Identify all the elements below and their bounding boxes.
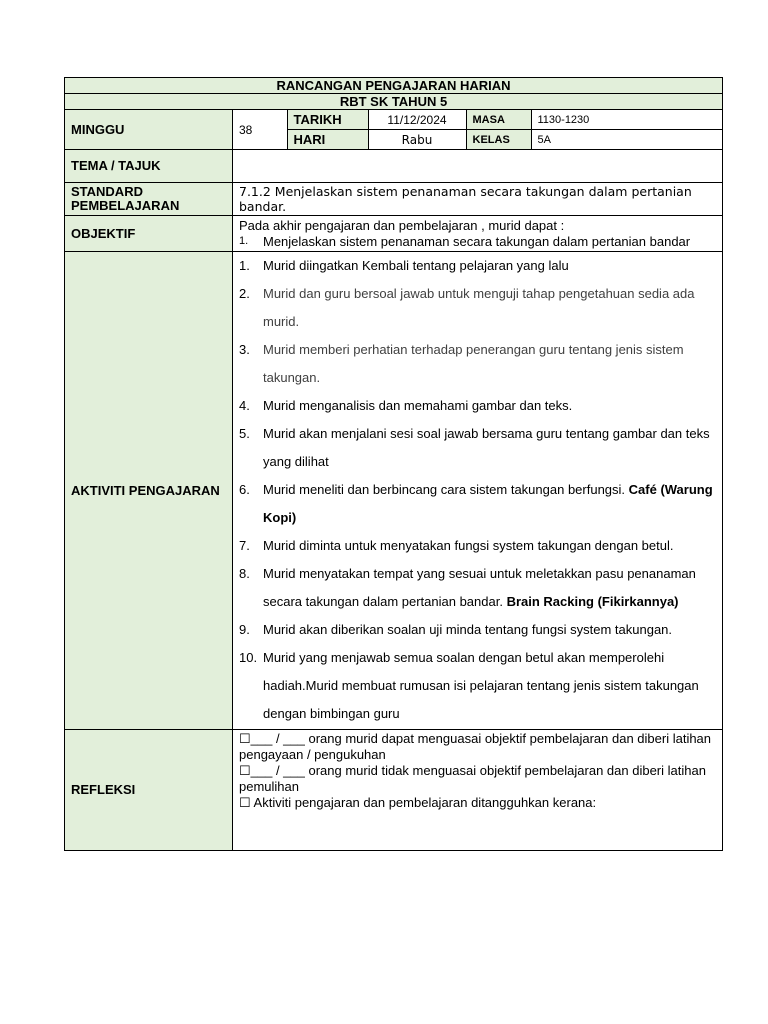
objektif-item bbox=[239, 233, 716, 250]
aktiviti-item-body: Murid memberi perhatian terhadap penerangan guru tentang jenis sistem takungan. bbox=[263, 342, 684, 385]
info-grid bbox=[233, 110, 722, 149]
objektif-label: OBJEKTIF bbox=[65, 216, 233, 252]
aktiviti-item-text bbox=[263, 336, 716, 392]
aktiviti-item-text bbox=[263, 476, 716, 532]
objektif-cell bbox=[233, 216, 723, 252]
masa-label: MASA bbox=[466, 110, 531, 130]
aktiviti-item-strategy: Café (Warung Kopi) bbox=[263, 482, 713, 525]
info-cell bbox=[233, 110, 723, 150]
refleksi-line: ☐___ / ___ orang murid dapat menguasai objektif pembelajaran dan diberi latihan pengayaan / pengukuhan bbox=[239, 731, 712, 762]
aktiviti-item-number: 2. bbox=[239, 286, 250, 301]
aktiviti-item bbox=[239, 280, 716, 336]
aktiviti-item bbox=[239, 252, 716, 280]
objektif-item-text: Menjelaskan sistem penanaman secara takungan dalam pertanian bandar bbox=[263, 233, 691, 249]
aktiviti-item-strategy: Brain Racking (Fikirkannya) bbox=[506, 594, 679, 609]
aktiviti-item bbox=[239, 560, 716, 616]
aktiviti-item-body: Murid menyatakan tempat yang sesuai untuk meletakkan pasu penanaman secara takungan dalam pertanian bandar. bbox=[263, 566, 696, 609]
aktiviti-item-number: 4. bbox=[239, 398, 250, 413]
kelas-label: KELAS bbox=[466, 130, 531, 150]
aktiviti-item-body: Murid akan diberikan soalan uji minda tentang fungsi system takungan. bbox=[263, 622, 673, 637]
standard-value: 7.1.2 Menjelaskan sistem penanaman secara takungan dalam pertanian bandar. bbox=[233, 183, 723, 216]
aktiviti-item-number: 5. bbox=[239, 426, 250, 441]
aktiviti-item bbox=[239, 644, 716, 728]
aktiviti-item bbox=[239, 616, 716, 644]
aktiviti-item-number: 9. bbox=[239, 622, 250, 637]
plan-subtitle: RBT SK TAHUN 5 bbox=[65, 94, 723, 110]
aktiviti-label: AKTIVITI PENGAJARAN bbox=[65, 252, 233, 730]
minggu-value: 38 bbox=[233, 110, 287, 149]
aktiviti-item-text bbox=[263, 616, 716, 644]
aktiviti-item-number: 1. bbox=[239, 258, 250, 273]
objektif-item-number: 1. bbox=[239, 234, 249, 247]
tema-label: TEMA / TAJUK bbox=[65, 150, 233, 183]
aktiviti-cell bbox=[233, 252, 723, 730]
aktiviti-list bbox=[239, 252, 716, 728]
aktiviti-item-body: Murid akan menjalani sesi soal jawab bersama guru tentang gambar dan teks yang dilihat bbox=[263, 426, 710, 469]
aktiviti-item-number: 7. bbox=[239, 538, 250, 553]
aktiviti-item-body: Murid diingatkan Kembali tentang pelajaran yang lalu bbox=[263, 258, 569, 273]
tarikh-value: 11/12/2024 bbox=[368, 110, 466, 130]
aktiviti-item-text bbox=[263, 560, 716, 616]
aktiviti-item-number: 10. bbox=[239, 650, 258, 665]
aktiviti-item-number: 6. bbox=[239, 482, 250, 497]
aktiviti-item-number: 3. bbox=[239, 342, 250, 357]
aktiviti-item bbox=[239, 336, 716, 392]
lesson-plan bbox=[64, 77, 722, 851]
minggu-label: MINGGU bbox=[65, 110, 233, 150]
aktiviti-item-text bbox=[263, 392, 716, 420]
refleksi-line: ☐___ / ___ orang murid tidak menguasai objektif pembelajaran dan diberi latihan pemulihan bbox=[239, 763, 706, 794]
refleksi-label: REFLEKSI bbox=[65, 730, 233, 851]
aktiviti-item-text bbox=[263, 644, 716, 728]
kelas-value: 5A bbox=[531, 130, 722, 150]
refleksi-line: ☐ Aktiviti pengajaran dan pembelajaran ditangguhkan kerana: bbox=[239, 795, 597, 810]
tarikh-label: TARIKH bbox=[287, 110, 368, 130]
lesson-plan-table bbox=[64, 77, 723, 851]
aktiviti-item-body: Murid diminta untuk menyatakan fungsi system takungan dengan betul. bbox=[263, 538, 674, 553]
aktiviti-item-body: Murid menganalisis dan memahami gambar dan teks. bbox=[263, 398, 573, 413]
refleksi-cell bbox=[233, 730, 723, 851]
objektif-intro: Pada akhir pengajaran dan pembelajaran , murid dapat : bbox=[239, 217, 565, 233]
masa-value: 1130-1230 bbox=[531, 110, 722, 130]
aktiviti-item-text bbox=[263, 280, 716, 336]
plan-title: RANCANGAN PENGAJARAN HARIAN bbox=[65, 78, 723, 94]
standard-label: STANDARD PEMBELAJARAN bbox=[65, 183, 233, 216]
aktiviti-item bbox=[239, 392, 716, 420]
aktiviti-item bbox=[239, 420, 716, 476]
aktiviti-item-number: 8. bbox=[239, 566, 250, 581]
aktiviti-item-body: Murid meneliti dan berbincang cara sistem takungan berfungsi. bbox=[263, 482, 629, 497]
aktiviti-item-text bbox=[263, 252, 716, 280]
hari-label: HARI bbox=[287, 130, 368, 150]
aktiviti-item bbox=[239, 476, 716, 532]
hari-value: Rabu bbox=[368, 130, 466, 150]
aktiviti-item bbox=[239, 532, 716, 560]
tema-value bbox=[233, 150, 723, 183]
aktiviti-item-body: Murid dan guru bersoal jawab untuk menguji tahap pengetahuan sedia ada murid. bbox=[263, 286, 695, 329]
aktiviti-item-body: Murid yang menjawab semua soalan dengan betul akan memperolehi hadiah.Murid membuat rumusan isi pelajaran tentang jenis sistem takungan dengan bimbingan guru bbox=[263, 650, 699, 721]
aktiviti-item-text bbox=[263, 532, 716, 560]
aktiviti-item-text bbox=[263, 420, 716, 476]
